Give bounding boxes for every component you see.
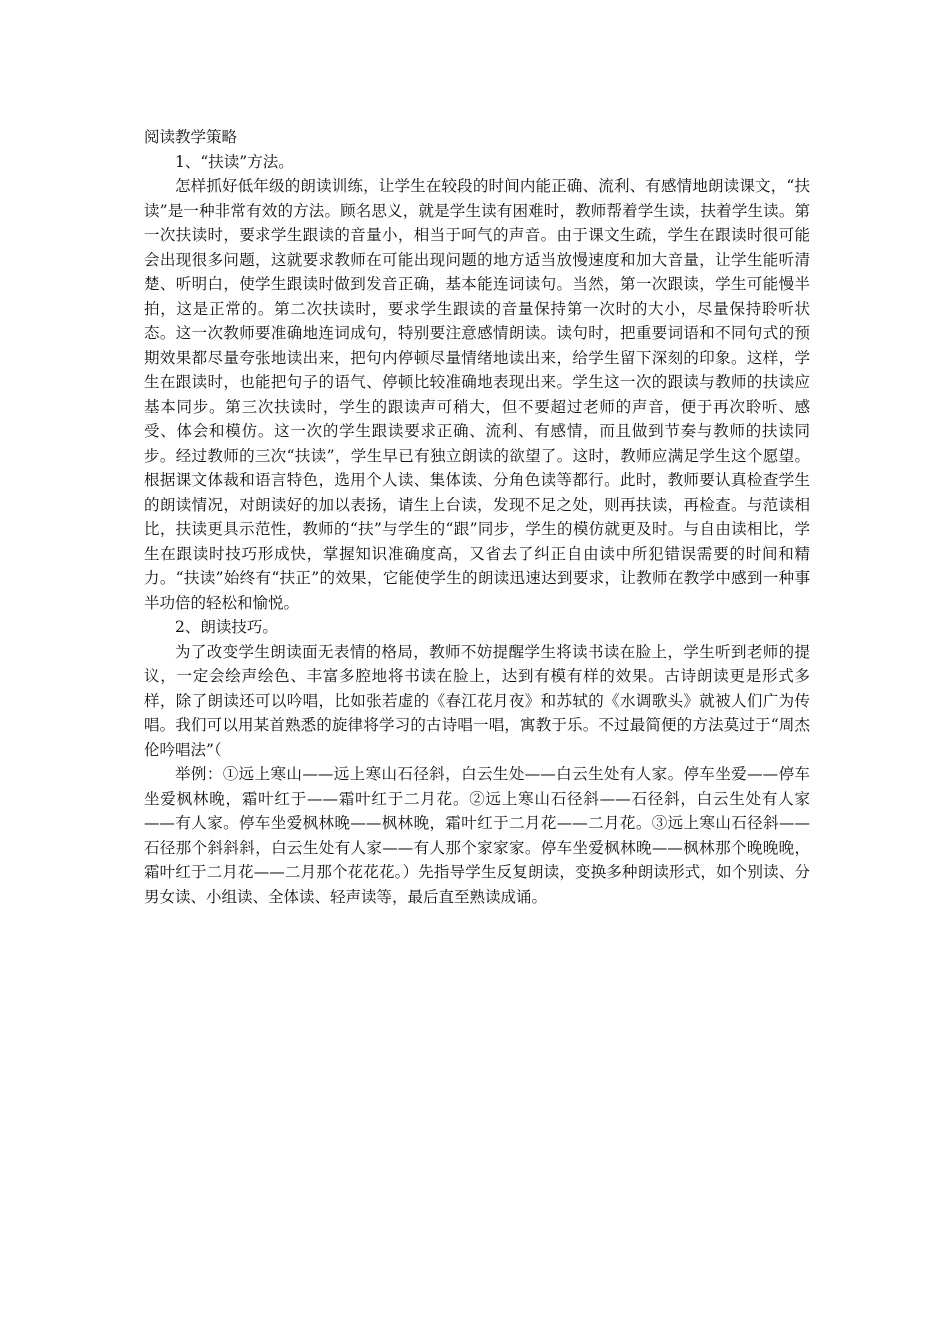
section-2-paragraph: 为了改变学生朗读面无表情的格局，教师不妨提醒学生将读书读在脸上，学生听到老师的提议，一定会绘声绘色、丰富多腔地将书读在脸上，达到有模有样的效果。古诗朗读更是形式多样，除了朗读还可以吟唱，比如张若虚的《春江花月夜》和苏轼的《水调歌头》就被人们广为传唱。我们可以用某首熟悉的旋律将学习的古诗唱一唱，寓教于乐。不过最简便的方法莫过于“周杰伦吟唱法”（ <box>144 642 810 759</box>
document-title: 阅读教学策略 <box>144 128 238 146</box>
section-1-heading: 1、“扶读”方法。 <box>175 152 294 171</box>
section-1-paragraph: 怎样抓好低年级的朗读训练，让学生在较段的时间内能正确、流利、有感情地朗读课文，“扶读”是一种非常有效的方法。顾名思义，就是学生读有困难时，教师帮着学生读，扶着学生读。第一次扶读时，要求学生跟读的音量小，相当于呵气的声音。由于课文生疏，学生在跟读时很可能会出现很多问题，这就要求教师在可能出现问题的地方适当放慢速度和加大音量，让学生能听清楚、听明白，使学生跟读时做到发音正确，基本能连词读句。当然，第一次跟读，学生可能慢半拍，这是正常的。第二次扶读时，要求学生跟读的音量保持第一次时的大小，尽量保持聆听状态。这一次教师要准确地连词成句，特别要注意感情朗读。读句时，把重要词语和不同句式的预期效果都尽量夸张地读出来，把句内停顿尽量情绪地读出来，给学生留下深刻的印象。这样，学生在跟读时，也能把句子的语气、停顿比较准确地表现出来。学生这一次的跟读与教师的扶读应基本同步。第三次扶读时，学生的跟读声可稍大，但不要超过老师的声音，便于再次聆听、感受、体会和模仿。这一次的学生跟读要求正确、流利、有感情，而且做到节奏与教师的扶读同步。经过教师的三次“扶读”，学生早已有独立朗读的欲望了。这时，教师应满足学生这个愿望。根据课文体裁和语言特色，选用个人读、集体读、分角色读等都行。此时，教师要认真检查学生的朗读情况，对朗读好的加以表扬，请生上台读，发现不足之处，则再扶读，再检查。与范读相比，扶读更具示范性，教师的“扶”与学生的“跟”同步，学生的模仿就更及时。与自由读相比，学生在跟读时技巧形成快，掌握知识准确度高，又省去了纠正自由读中所犯错误需要的时间和精力。“扶读”始终有“扶正”的效果，它能使学生的朗读迅速达到要求，让教师在教学中感到一种事半功倍的轻松和愉悦。 <box>144 177 810 612</box>
example-paragraph: 举例：①远上寒山——远上寒山石径斜，白云生处——白云生处有人家。停车坐爱——停车坐爱枫林晚，霜叶红于——霜叶红于二月花。②远上寒山石径斜——石径斜，白云生处有人家——有人家。停车坐爱枫林晚——枫林晚，霜叶红于二月花——二月花。③远上寒山石径斜——石径那个斜斜斜，白云生处有人家——有人那个家家家。停车坐爱枫林晚——枫林那个晚晚晚，霜叶红于二月花——二月那个花花花。）先指导学生反复朗读，变换多种朗读形式，如个别读、分男女读、小组读、全体读、轻声读等，最后直至熟读成诵。 <box>144 765 810 906</box>
document-body <box>144 125 810 909</box>
section-2-heading: 2、朗读技巧。 <box>175 618 278 636</box>
